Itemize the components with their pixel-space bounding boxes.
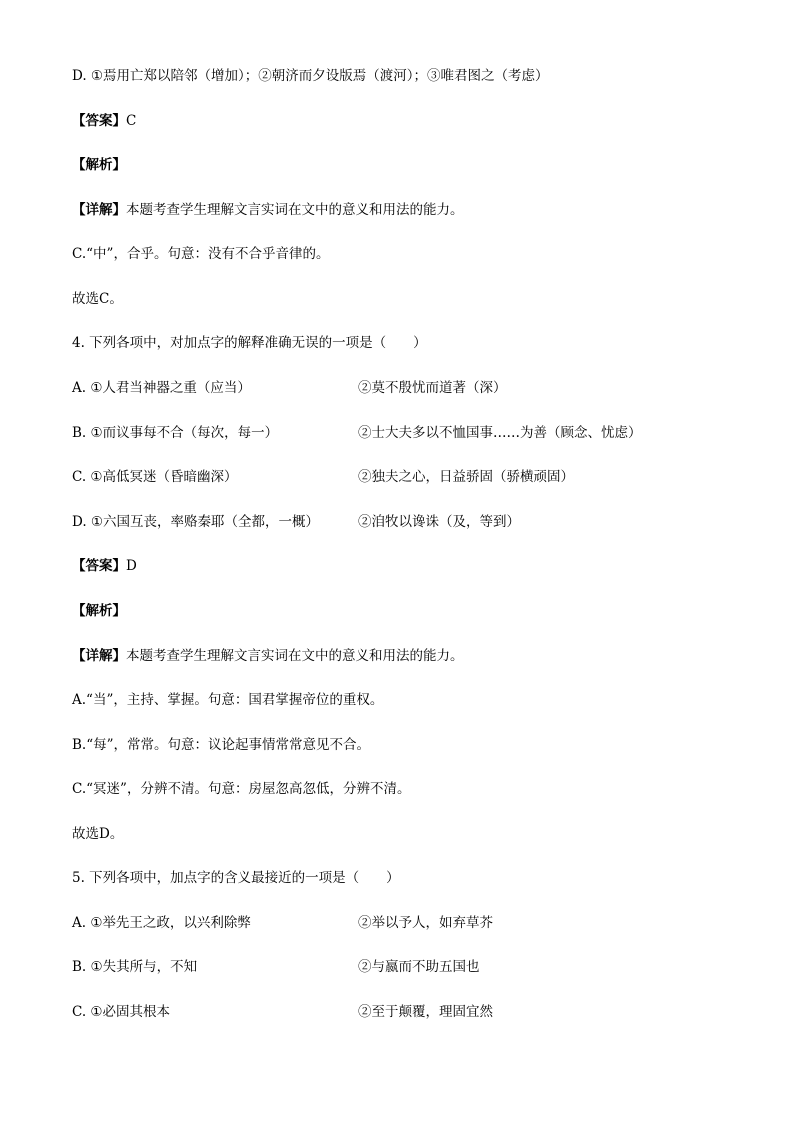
q5-option-b-left: B. ①失其所与，不知 [72, 959, 198, 975]
answer-label: 【答案】 [72, 113, 126, 129]
q4-answer [72, 556, 137, 576]
q4-analysis-label: 【解析】 [72, 603, 126, 619]
q4-option-c-right: ②独夫之心，日益骄固（骄横顽固） [358, 469, 574, 485]
q4-option-d-right: ②洎牧以谗诛（及，等到） [358, 514, 520, 530]
q4-option-a-right: ②莫不殷忧而道著（深） [358, 380, 507, 396]
q5-option-b-right: ②与嬴而不助五国也 [358, 959, 480, 975]
q5-stem: 5. 下列各项中，加点字的含义最接近的一项是（ ） [72, 870, 400, 886]
q3-detail [72, 200, 464, 220]
detail-text: 本题考查学生理解文言实词在文中的意义和用法的能力。 [126, 648, 464, 664]
detail-text: 本题考查学生理解文言实词在文中的意义和用法的能力。 [126, 202, 464, 218]
q4-option-c-left: C. ①高低冥迷（昏暗幽深） [72, 469, 238, 485]
q3-explanation: C.“中”，合乎。句意：没有不合乎音律的。 [72, 246, 330, 262]
q4-detail [72, 646, 464, 666]
q5-option-c-right: ②至于颠覆，理固宜然 [358, 1004, 493, 1020]
q4-option-b-right: ②士大夫多以不恤国事……为善（顾念、忧虑） [358, 425, 642, 441]
detail-label: 【详解】 [72, 648, 126, 664]
answer-value: D [126, 558, 137, 574]
answer-value: C [126, 113, 137, 129]
q5-option-a-left: A. ①举先王之政，以兴利除弊 [72, 915, 251, 931]
q3-analysis-label: 【解析】 [72, 157, 126, 173]
answer-label: 【答案】 [72, 558, 126, 574]
q4-stem: 4. 下列各项中，对加点字的解释准确无误的一项是（ ） [72, 335, 427, 351]
q3-option-d: D. ①焉用亡郑以陪邻（增加）；②朝济而夕设版焉（渡河）；③唯君图之（考虑） [72, 68, 549, 84]
detail-label: 【详解】 [72, 202, 126, 218]
q4-explanation-c: C.“冥迷”，分辨不清。句意：房屋忽高忽低，分辨不清。 [72, 781, 411, 797]
q4-option-a-left: A. ①人君当神器之重（应当） [72, 380, 251, 396]
q5-option-c-left: C. ①必固其根本 [72, 1004, 171, 1020]
q4-explanation-b: B.“每”，常常。句意：议论起事情常常意见不合。 [72, 737, 371, 753]
q4-conclusion: 故选D。 [72, 826, 124, 842]
q3-answer [72, 111, 136, 131]
q5-option-a-right: ②举以予人，如弃草芥 [358, 915, 493, 931]
q4-explanation-a: A.“当”，主持、掌握。句意：国君掌握帝位的重权。 [72, 692, 384, 708]
q3-conclusion: 故选C。 [72, 291, 123, 307]
q4-option-b-left: B. ①而议事每不合（每次，每一） [72, 425, 279, 441]
q4-option-d-left: D. ①六国互丧，率赂秦耶（全都，一概） [72, 514, 320, 530]
